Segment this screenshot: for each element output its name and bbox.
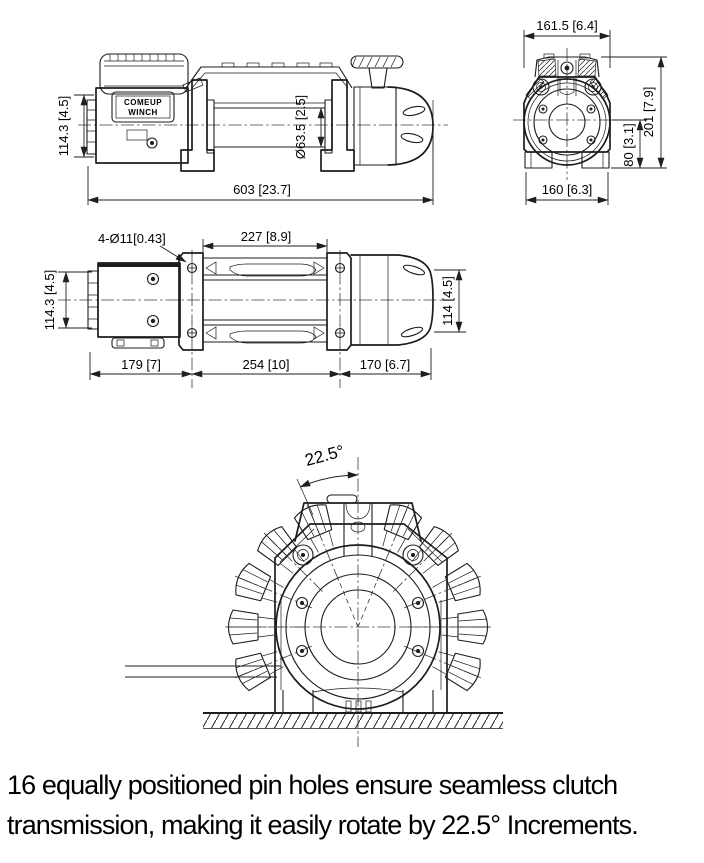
dim-tie-bar-label: 227 [8.9] bbox=[240, 229, 292, 244]
dim-drum-section-label: 254 [10] bbox=[242, 357, 290, 372]
dim-overall-length-label: 603 [23.7] bbox=[233, 182, 291, 197]
ground-hatch bbox=[203, 714, 503, 729]
brand-label-top: COMEUP bbox=[123, 98, 163, 107]
dim-drum-diameter-label: Ø63.5 [2.5] bbox=[293, 94, 308, 160]
callout-mount-holes-label: 4-Ø11[0.43] bbox=[98, 231, 166, 246]
clutch-view-drawing bbox=[125, 441, 503, 747]
brand-label-bottom: WINCH bbox=[128, 108, 158, 117]
winch-rope bbox=[125, 666, 281, 677]
dim-top-left-width-label: 114.3 [4.5] bbox=[42, 269, 57, 331]
clutch-handle bbox=[351, 56, 403, 68]
angle-increment-label: 22.5° bbox=[302, 441, 347, 471]
dim-end-base-width-label: 160 [6.3] bbox=[541, 182, 593, 197]
caption-line-1: 16 equally positioned pin holes ensure seamless clutch bbox=[7, 770, 618, 800]
top-view-drawing bbox=[42, 229, 466, 388]
dim-side-height-label: 114.3 [4.5] bbox=[56, 95, 71, 157]
caption-line-2: transmission, making it easily rotate by 22.5° Increments. bbox=[7, 810, 638, 840]
dim-end-height-label: 201 [7.9] bbox=[641, 86, 656, 138]
dim-end-center-height-label: 80 [3.1] bbox=[621, 123, 636, 167]
end-view-drawing bbox=[513, 18, 667, 205]
dim-motor-section-label: 179 [7] bbox=[121, 357, 161, 372]
brand-plate bbox=[112, 92, 174, 122]
dim-top-right-width-label: 114 [4.5] bbox=[440, 276, 455, 326]
side-view-drawing bbox=[56, 54, 448, 205]
dim-end-top-width-label: 161.5 [6.4] bbox=[536, 18, 598, 33]
caption-text bbox=[7, 765, 701, 845]
dim-gear-section-label: 170 [6.7] bbox=[359, 357, 411, 372]
